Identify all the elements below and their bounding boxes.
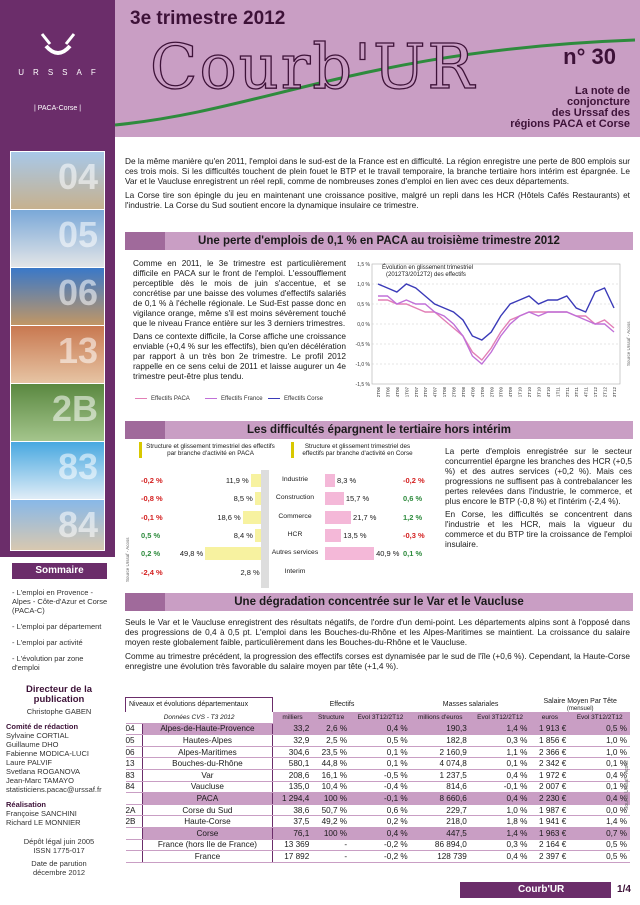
category-label: HCR [287,531,303,538]
table-cell: Haute-Corse [142,816,273,828]
table-cell: 2 397 € [530,851,569,863]
table-cell [126,827,143,839]
table-cell: 0,7 % [569,827,630,839]
table-cell: 1,1 % [470,746,531,758]
comite-title: Comité de rédaction [6,722,79,731]
table-row [126,746,631,758]
table-cell [126,839,143,851]
x-tick-label: 3T08 [460,387,466,398]
table-cell: 0,4 % [350,827,411,839]
table-cell: PACA [142,793,273,805]
x-tick-label: 4T10 [545,387,551,398]
footer-bar: Courb'UR 1/4 [460,882,635,898]
x-tick-label: 2T06 [376,387,381,398]
corse-structure-bar [325,474,335,487]
chart-title: (2012T3/2012T2) des effectifs [386,272,466,278]
table-cell: France [142,851,273,863]
table-source: Source Urssaf - Acoss [624,760,630,810]
table-cell: 50,7 % [312,804,350,816]
table-cell: 10,4 % [312,781,350,793]
director-title: Directeur de la publication [26,684,92,705]
table-cell: 1 972 € [530,769,569,781]
table-cell: 1,0 % [569,735,630,747]
table-cell: 8 660,6 [411,793,470,805]
category-label: Interim [284,568,306,575]
x-tick-label: 3T09 [498,387,504,398]
table-cell: -0,5 % [350,769,411,781]
table-cell: - [312,851,350,863]
x-tick-label: 3T10 [536,387,542,398]
photo-department: 2B [10,383,105,445]
table-cell: 1 913 € [530,723,569,735]
table-cell: 23,5 % [312,746,350,758]
table-cell: 208,6 [273,769,313,781]
paca-growth-label: 0,5 % [141,531,161,540]
legend-item: Effectifs France [205,396,263,402]
department-table: Niveaux et évolutions départementaux Effectifs Masses salariales Salaire Moyen Par Tête (mensuel) Données CVS - T3 2012 milliers Structure Evol 3T12/2T12 millions d'euros Evol 3T12/2T12 euros Evol 3T12/2T12 04 Alpes-de-Haute-Provence 33,2 2,6 % 0,4 % 190,3 1,4 % 1 913 € 0,5 % 05 Hautes-Alpes 32,9 2,5 % 0,5 % 182,8 0,3 % 1 856 € 1,0 % 06 Alpes-Maritimes 304,6 23,5 % 0,1 % 2 160,9 1,1 % 2 366 € 1,0 % 13 Bouches-du-Rhône 580,1 44,8 % 0,1 % 4 074,8 0,1 % 2 342 € 0,1 % 83 Var 208,6 16,1 % -0,5 % 1 237,5 0,4 % 1 972 € 0,4 % 84 Vaucluse 135,0 10,4 % -0,4 % 814,6 -0,1 % 2 007 € 0,1 % PACA 1 294,4 100 % -0,1 % 8 660,6 0,4 % 2 230 € 0,4 % 2A Corse du Sud 38,6 50,7 % 0,6 % 229,7 1,0 % 1 987 € 0,0 % 2B Haute-Corse 37,5 49,2 % 0,2 % 218,0 1,8 % 1 941 € 1,4 % Corse 76,1 100 % 0,4 % 447,5 1,4 % 1 963 € 0,7 % France (hors Ile de France) 13 369 - -0,2 % 86 894,0 0,3 % 2 164 € 0,5 % France 17 892 - -0,2 % 128 739 0,4 % 2 397 € 0,5 % [125,697,630,863]
table-cell: 0,1 % [569,758,630,770]
table-header: Effectifs [329,701,355,708]
table-cell: 0,4 % [569,793,630,805]
corse-structure-label: 13,5 % [343,531,367,540]
table-cell: 1 294,4 [273,793,313,805]
photo-department: 84 [10,499,105,551]
category-label: Construction [275,494,315,501]
table-row [126,793,631,805]
chart-source: Source Urssaf - Acoss [125,537,130,582]
table-cell: 0,4 % [470,851,531,863]
logo-text: URSSAF [18,68,105,77]
table-header: Masses salariales [442,701,499,708]
table-cell: 0,5 % [569,723,630,735]
photo-department: 05 [10,209,105,271]
table-cell: Corse du Sud [142,804,273,816]
table-cell: 2,5 % [312,735,350,747]
publication-credits: Directeur de la publication Christophe GABEN Comité de rédaction Sylvaine CORTIAL Guillaume DHO Fabienne MODICA-LUCI Laure PALVIF Svetlana ROGANOVA Jean-Marc TAMAYO statisticiens.pacac@urssaf.fr Réalisation Françoise SANCHINI Richard LE MONNIER Dépôt légal juin 2005 ISSN 1775-017 Date de parution décembre 2012 [6,685,112,877]
director-name: Christophe GABEN [26,707,92,716]
table-cell: 1,4 % [569,816,630,828]
x-tick-label: 2T07 [413,387,419,398]
x-tick-label: 4T11 [583,387,589,397]
table-cell: 128 739 [411,851,470,863]
table-cell: 0,1 % [350,746,411,758]
table-cell: 04 [126,723,143,735]
publication-title: Courb'UR [150,30,476,103]
paca-growth-label: -2,4 % [141,568,163,577]
issue-number: n° 30 [563,44,616,69]
table-cell: 1 941 € [530,816,569,828]
corse-structure-bar [325,511,351,524]
table-cell: Corse [142,827,273,839]
table-row [126,758,631,770]
x-tick-label: 2T10 [527,387,533,398]
table-cell [126,851,143,863]
corse-structure-bar [325,492,344,505]
table-cell: 49,2 % [312,816,350,828]
table-cell: 190,3 [411,723,470,735]
category-label: Industrie [281,476,309,483]
x-tick-label: 2T12 [602,387,608,398]
x-tick-label: 1T10 [517,387,523,398]
table-cell: France (hors Ile de France) [142,839,273,851]
category-label: Autres services [271,549,319,556]
photo-department: 13 [10,325,105,387]
table-cell: Vaucluse [142,781,273,793]
x-tick-label: 4T06 [394,387,400,398]
table-row [126,723,631,735]
table-cell: 2B [126,816,143,828]
table-cell: -0,2 % [350,839,411,851]
realisation-title: Réalisation [6,800,47,809]
table-cell: 0,4 % [470,769,531,781]
table-cell: -0,1 % [470,781,531,793]
table-cell: -0,2 % [350,851,411,863]
table-cell: 580,1 [273,758,313,770]
table-cell: 0,5 % [350,735,411,747]
table-row [126,781,631,793]
chart-title: Évolution en glissement trimestriel [382,265,474,271]
x-tick-label: 1T07 [404,387,410,398]
table-row [126,769,631,781]
section3-text: Seuls le Var et le Vaucluse enregistrent des résultats négatifs, de l'ordre d'un demi-point. Les départements alpins sont à l'opposé dans des progressions de 0,4 à 0,5 pt. L'emploi dans les Bouches-du-Rhône et les Alpes-Maritimes se maintient. La croissance du salaire moyen reste globalement faible, particulièrement dans les Bouches-du-Rhône et le Vaucluse. Comme au trimestre précédent, la progression des effectifs corses est dynamisée par le sud de l'île (+0,6 %). Cependant, la Haute-Corse enregistre une évolution très favorable du salaire moyen par tête (+1,4 %). [125,617,630,671]
table-cell: 0,3 % [470,839,531,851]
chart1-title: Structure et glissement trimestriel des effectifs par branche d'activité en PACA [139,442,279,458]
sommaire-item[interactable]: - L'emploi par département [12,622,102,631]
sommaire-item[interactable]: - L'emploi en Provence - Alpes - Côte-d'Azur et Corse (PACA-C) [12,588,108,615]
sommaire-item[interactable]: - L'emploi par activité [12,638,83,647]
sommaire-title: Sommaire [12,563,107,579]
corse-growth-label: 0,1 % [403,549,423,558]
photo-department: 06 [10,267,105,329]
table-cell: Alpes-de-Haute-Provence [142,723,273,735]
section2-band: Les difficultés épargnent le tertiaire hors intérim [125,421,633,439]
table-cell: 06 [126,746,143,758]
paca-growth-label: 0,2 % [141,549,161,558]
paca-structure-label: 18,6 % [217,513,241,522]
y-tick-label: -1,0 % [355,362,370,368]
y-tick-label: 0,5 % [357,302,370,308]
table-cell: - [312,839,350,851]
x-tick-label: 2T11 [564,387,570,397]
table-cell: 17 892 [273,851,313,863]
table-row [126,816,631,828]
table-cell: 182,8 [411,735,470,747]
table-cell: 0,1 % [569,781,630,793]
table-cell: 33,2 [273,723,313,735]
logo-region: | PACA-Corse | [33,105,82,112]
table-cell: 1,0 % [470,804,531,816]
paca-growth-label: -0,8 % [141,494,163,503]
x-tick-label: 3T06 [385,387,391,398]
table-cell: 4 074,8 [411,758,470,770]
line-chart [350,256,635,408]
table-cell: 37,5 [273,816,313,828]
table-cell: 0,0 % [569,804,630,816]
table-cell: 86 894,0 [411,839,470,851]
table-cell: 135,0 [273,781,313,793]
legend-item: Effectifs Corse [268,396,323,402]
chart-axis [261,470,269,588]
x-tick-label: 3T11 [574,387,580,397]
table-cell: 100 % [312,827,350,839]
page-number: 1/4 [611,882,637,898]
x-tick-label: 1T08 [442,387,448,398]
table-cell: 229,7 [411,804,470,816]
table-cell: 0,4 % [569,769,630,781]
paca-structure-label: 49,8 % [179,549,204,558]
table-cell: Alpes-Maritimes [142,746,273,758]
table-cell: 1 963 € [530,827,569,839]
x-tick-label: 4T09 [508,387,514,398]
corse-structure-label: 8,3 % [336,476,357,485]
table-row [126,827,631,839]
table-cell: 2 164 € [530,839,569,851]
table-cell: 76,1 [273,827,313,839]
table-cell: 1 856 € [530,735,569,747]
corse-structure-label: 21,7 % [353,513,377,522]
table-cell: 0,4 % [350,723,411,735]
table-cell: 0,1 % [470,758,531,770]
table-cell: 0,5 % [569,839,630,851]
table-cell: 13 369 [273,839,313,851]
table-cell: 44,8 % [312,758,350,770]
table-cell: 0,4 % [470,793,531,805]
table-cell: 2 366 € [530,746,569,758]
table-cell: 1,4 % [470,723,531,735]
y-tick-label: 1,5 % [357,262,370,268]
paca-growth-label: -0,2 % [141,476,163,485]
contact-email[interactable]: statisticiens.pacac@urssaf.fr [6,785,102,794]
paca-structure-label: 8,5 % [233,494,253,503]
table-cell: 100 % [312,793,350,805]
chart-source: Source Urssaf - Acoss [626,321,631,366]
corse-growth-label: -0,2 % [403,476,425,485]
table-cell: 0,1 % [350,758,411,770]
department-photos [0,137,115,557]
photo-department: 04 [10,151,105,213]
table-cell [126,793,143,805]
category-label: Commerce [278,513,312,520]
photo-department: 83 [10,441,105,503]
y-tick-label: -0,5 % [355,342,370,348]
table-cell: 2,6 % [312,723,350,735]
x-tick-label: 4T08 [470,387,476,398]
paca-growth-label: -0,1 % [141,513,163,522]
table-row [126,735,631,747]
paca-structure-label: 8,4 % [233,531,253,540]
table-header: Niveaux et évolutions départementaux [126,698,273,712]
masthead [0,0,640,137]
x-tick-label: 1T09 [479,387,485,398]
table-cell: 447,5 [411,827,470,839]
branch-bar-chart [125,442,425,587]
paca-structure-bar [205,547,265,560]
legend-item: Effectifs PACA [135,396,190,402]
trimestre-label: 3e trimestre 2012 [130,8,286,29]
table-cell: 2A [126,804,143,816]
y-tick-label: -1,5 % [355,382,370,388]
table-cell: 84 [126,781,143,793]
table-cell: Var [142,769,273,781]
table-cell: 1,8 % [470,816,531,828]
corse-structure-bar [325,547,374,560]
table-cell: 2 160,9 [411,746,470,758]
table-cell: -0,4 % [350,781,411,793]
table-cell: 05 [126,735,143,747]
urssaf-logo-icon [38,32,78,62]
table-cell: 16,1 % [312,769,350,781]
section1-band: Une perte d'emplois de 0,1 % en PACA au troisième trimestre 2012 [125,232,633,250]
table-cell: -0,1 % [350,793,411,805]
corse-structure-bar [325,529,341,542]
table-cell: Hautes-Alpes [142,735,273,747]
table-cell: 1,0 % [569,746,630,758]
x-tick-label: 1T12 [593,387,599,398]
table-header: Salaire Moyen Par Tête (mensuel) [543,697,617,712]
y-tick-label: 0,0 % [357,322,370,328]
intro-text: De la même manière qu'en 2011, l'emploi dans le sud-est de la France est en difficulté. La région enregistre une perte de 800 emplois sur ces trois mois. Si les difficultés touchent de plein fouet le BTP et le travail temporaire, la branche tertiaire hors intérim est épargnée. Le Var et le Vaucluse enregistrent un réel repli, comme de nombreuses zones d'emploi en lien avec ces deux départements. La Corse tire son épingle du jeu en maintenant une croissance positive, malgré un repli dans les HCR (Hôtels Cafés Restaurants) et l'industrie. La Corse du Sud soutient encore la dynamique insulaire ce trimestre. [125,156,630,210]
table-cell: 1 987 € [530,804,569,816]
paca-structure-label: 11,9 % [225,476,249,485]
section3-band: Une dégradation concentrée sur le Var et le Vaucluse [125,593,633,611]
table-cell: 2 230 € [530,793,569,805]
section1-text: Comme en 2011, le 3e trimestre est particulièrement difficile en PACA sur le front de l'emploi. L'essoufflement perceptible dès le mois de juin s'accentue, et se concrétise par une baisse des volumes d'effectifs salariés de 0,1 % à l'échelle régionale. Le Sud-Est passe donc en vigilance orange, même s'il est moins sévèrement touché que le niveau France entière sur les 3 derniers trimestres. Dans ce contexte difficile, la Corse affiche une croissance enviable (+0,4 % sur les effectifs), bien qu'en décélération par rapport à un très bon 2e trimestre. Le profil 2012 rappelle en ce sens celui de 2011 et laisse augurer un 4e trimestre peut-être plus tendu. [133,258,346,381]
table-cell: 1 237,5 [411,769,470,781]
x-tick-label: 1T11 [555,387,561,397]
x-tick-label: 2T09 [489,387,495,398]
table-cell: 13 [126,758,143,770]
corse-growth-label: 1,2 % [403,513,423,522]
x-tick-label: 4T07 [432,387,438,398]
paca-structure-label: 2,8 % [240,568,260,577]
table-row [126,839,631,851]
sommaire-item[interactable]: - L'évolution par zone d'emploi [12,654,84,672]
corse-structure-label: 40,9 % [376,549,400,558]
table-cell: 0,5 % [569,851,630,863]
table-cell: Bouches-du-Rhône [142,758,273,770]
table-cell: 218,0 [411,816,470,828]
table-row [126,804,631,816]
corse-growth-label: -0,3 % [403,531,425,540]
table-cell: 814,6 [411,781,470,793]
table-row [126,851,631,863]
table-cell: 38,6 [273,804,313,816]
urssaf-logo-block [0,0,115,137]
y-tick-label: 1,0 % [357,282,370,288]
x-tick-label: 2T08 [451,387,457,398]
corse-growth-label: 0,6 % [403,494,423,503]
subtitle: La note de conjoncture des Urssaf des régions PACA et Corse [510,85,630,130]
table-cell: 83 [126,769,143,781]
table-cell: 0,2 % [350,816,411,828]
table-cell: 2 342 € [530,758,569,770]
table-cell: 304,6 [273,746,313,758]
x-tick-label: 3T12 [612,387,617,398]
chart2-title: Structure et glissement trimestriel des effectifs par branche d'activité en Corse [291,442,421,458]
table-cell: 2 007 € [530,781,569,793]
table-cell: 0,6 % [350,804,411,816]
x-tick-label: 3T07 [423,387,429,398]
table-cell: 32,9 [273,735,313,747]
sommaire-list [12,588,112,679]
table-cell: 1,4 % [470,827,531,839]
table-cell: 0,3 % [470,735,531,747]
section2-text: La perte d'emplois enregistrée sur le secteur concurrentiel épargne les branches des HCR (+0,5 %) et des autres services (+0,2 %). Mais ces progressions ne suffisent pas à contrebalancer les pertes relevées dans l'industrie, le commerce, et plus encore le BTP (-0,8 %) et l'intérim (-2,4 %). En Corse, les difficultés se concentrent dans l'industrie et les HCR, mais la vigueur du commerce et du BTP tire la croissance de l'emploi insulaire. [445,446,633,549]
corse-structure-label: 15,7 % [345,494,370,503]
